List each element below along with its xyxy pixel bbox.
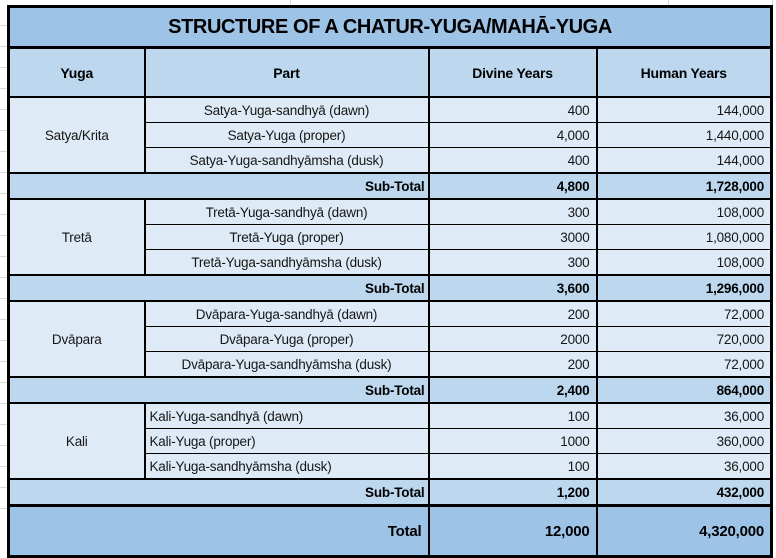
divine-years-cell: 400	[429, 148, 597, 174]
subtotal-human-cell: 1,728,000	[597, 173, 772, 199]
human-years-cell: 72,000	[597, 352, 772, 378]
human-years-cell: 108,000	[597, 250, 772, 276]
yuga-cell-dvapara: Dvāpara	[9, 301, 145, 377]
subtotal-divine-cell: 1,200	[429, 479, 597, 506]
part-cell: Tretā-Yuga-sandhyāmsha (dusk)	[145, 250, 429, 276]
part-cell: Satya-Yuga-sandhyāmsha (dusk)	[145, 148, 429, 174]
divine-years-cell: 4,000	[429, 123, 597, 148]
part-cell: Satya-Yuga (proper)	[145, 123, 429, 148]
yuga-cell-treta: Tretā	[9, 199, 145, 275]
part-cell: Kali-Yuga (proper)	[145, 429, 429, 454]
human-years-cell: 144,000	[597, 148, 772, 174]
part-cell: Dvāpara-Yuga (proper)	[145, 327, 429, 352]
col-header-part: Part	[145, 48, 429, 98]
part-cell: Tretā-Yuga (proper)	[145, 225, 429, 250]
human-years-cell: 144,000	[597, 97, 772, 123]
human-years-cell: 108,000	[597, 199, 772, 225]
subtotal-human-cell: 432,000	[597, 479, 772, 506]
subtotal-label-cell: Sub-Total	[9, 479, 429, 506]
subtotal-label-cell: Sub-Total	[9, 275, 429, 301]
divine-years-cell: 300	[429, 199, 597, 225]
divine-years-cell: 200	[429, 352, 597, 378]
yuga-structure-table	[7, 5, 773, 558]
subtotal-divine-cell: 4,800	[429, 173, 597, 199]
subtotal-label-cell: Sub-Total	[9, 173, 429, 199]
part-cell: Tretā-Yuga-sandhyā (dawn)	[145, 199, 429, 225]
subtotal-divine-cell: 3,600	[429, 275, 597, 301]
subtotal-divine-cell: 2,400	[429, 377, 597, 403]
human-years-cell: 72,000	[597, 301, 772, 327]
part-cell: Kali-Yuga-sandhyā (dawn)	[145, 403, 429, 429]
table-title: STRUCTURE OF A CHATUR-YUGA/MAHĀ-YUGA	[9, 7, 772, 48]
total-divine-cell: 12,000	[429, 506, 597, 557]
human-years-cell: 360,000	[597, 429, 772, 454]
col-header-divine-years: Divine Years	[429, 48, 597, 98]
part-cell: Kali-Yuga-sandhyāmsha (dusk)	[145, 454, 429, 480]
divine-years-cell: 400	[429, 97, 597, 123]
human-years-cell: 36,000	[597, 454, 772, 480]
col-header-human-years: Human Years	[597, 48, 772, 98]
human-years-cell: 36,000	[597, 403, 772, 429]
subtotal-human-cell: 864,000	[597, 377, 772, 403]
human-years-cell: 720,000	[597, 327, 772, 352]
divine-years-cell: 1000	[429, 429, 597, 454]
yuga-cell-kali: Kali	[9, 403, 145, 479]
col-header-yuga: Yuga	[9, 48, 145, 98]
part-cell: Dvāpara-Yuga-sandhyā (dawn)	[145, 301, 429, 327]
divine-years-cell: 100	[429, 454, 597, 480]
subtotal-human-cell: 1,296,000	[597, 275, 772, 301]
human-years-cell: 1,080,000	[597, 225, 772, 250]
total-human-cell: 4,320,000	[597, 506, 772, 557]
divine-years-cell: 2000	[429, 327, 597, 352]
divine-years-cell: 300	[429, 250, 597, 276]
human-years-cell: 1,440,000	[597, 123, 772, 148]
total-label-cell: Total	[9, 506, 429, 557]
subtotal-label-cell: Sub-Total	[9, 377, 429, 403]
part-cell: Dvāpara-Yuga-sandhyāmsha (dusk)	[145, 352, 429, 378]
part-cell: Satya-Yuga-sandhyā (dawn)	[145, 97, 429, 123]
yuga-cell-satya: Satya/Krita	[9, 97, 145, 173]
spreadsheet-gridlines-left	[0, 5, 7, 524]
divine-years-cell: 100	[429, 403, 597, 429]
divine-years-cell: 200	[429, 301, 597, 327]
divine-years-cell: 3000	[429, 225, 597, 250]
